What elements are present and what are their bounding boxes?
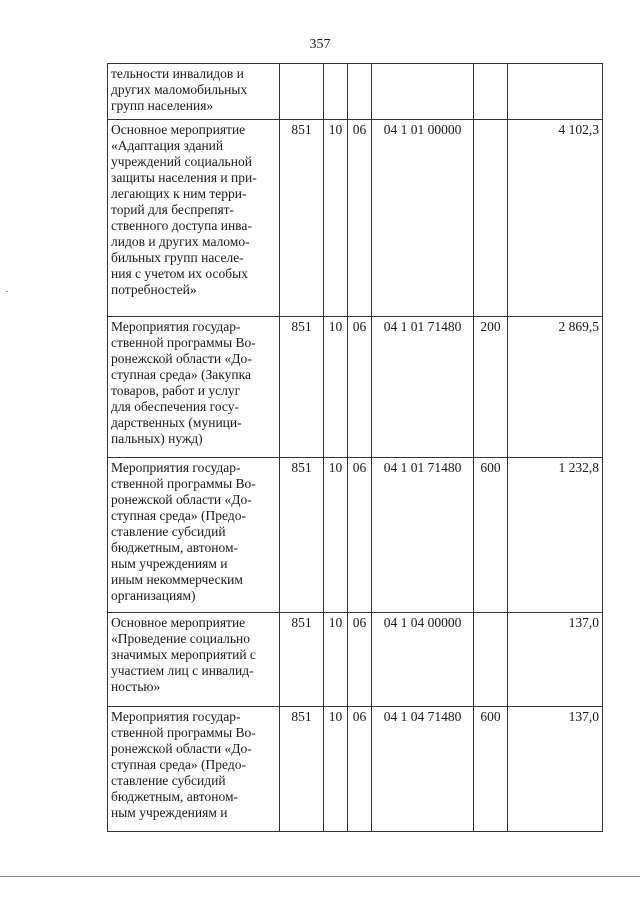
cell-rz: 10 (324, 707, 348, 832)
cell-vr (474, 613, 508, 707)
table-row (108, 120, 603, 317)
scan-speck (6, 291, 8, 292)
budget-table (107, 63, 603, 832)
table-body (108, 64, 603, 832)
cell-pr: 06 (348, 120, 372, 317)
page-number: 357 (309, 37, 331, 52)
cell-pr: 06 (348, 317, 372, 458)
cell-name: Мероприятия государ- ственной программы Во- ронежской области «До- ступная среда» (Закупка товаров, работ и услуг для обеспечения госу- дарственных (муници- пальных) нужд) (108, 317, 280, 458)
cell-grbs: 851 (280, 613, 324, 707)
cell-csr: 04 1 04 71480 (372, 707, 474, 832)
table-row (108, 458, 603, 613)
cell-grbs: 851 (280, 317, 324, 458)
cell-rz: 10 (324, 120, 348, 317)
cell-csr (372, 64, 474, 120)
cell-sum (508, 64, 603, 120)
cell-csr: 04 1 01 00000 (372, 120, 474, 317)
bottom-scan-line (0, 876, 640, 877)
cell-sum: 2 869,5 (508, 317, 603, 458)
cell-grbs: 851 (280, 120, 324, 317)
cell-vr: 200 (474, 317, 508, 458)
cell-csr: 04 1 01 71480 (372, 317, 474, 458)
cell-rz: 10 (324, 317, 348, 458)
table-row (108, 64, 603, 120)
cell-sum: 1 232,8 (508, 458, 603, 613)
cell-vr (474, 64, 508, 120)
cell-sum: 137,0 (508, 707, 603, 832)
cell-vr: 600 (474, 707, 508, 832)
table-row (108, 317, 603, 458)
cell-sum: 137,0 (508, 613, 603, 707)
cell-grbs: 851 (280, 458, 324, 613)
cell-name: Мероприятия государ- ственной программы Во- ронежской области «До- ступная среда» (Предо- ставление субсидий бюджетным, автоном- ным учреждениям и иным некоммерческим организациям) (108, 458, 280, 613)
cell-pr (348, 64, 372, 120)
cell-pr: 06 (348, 458, 372, 613)
cell-rz: 10 (324, 613, 348, 707)
cell-csr: 04 1 04 00000 (372, 613, 474, 707)
cell-grbs (280, 64, 324, 120)
cell-name: Основное мероприятие «Адаптация зданий учреждений социальной защиты населения и при- легающих к ним терри- торий для беспрепят- ственного доступа инва- лидов и других маломо- бильных групп населе- ния с учетом их особых потребностей» (108, 120, 280, 317)
cell-name: тельности инвалидов и других маломобильных групп населения» (108, 64, 280, 120)
cell-vr (474, 120, 508, 317)
table-row (108, 707, 603, 832)
cell-vr: 600 (474, 458, 508, 613)
cell-name: Основное мероприятие «Проведение социально значимых мероприятий с участием лиц с инвалид- ностью» (108, 613, 280, 707)
table-row (108, 613, 603, 707)
cell-name: Мероприятия государ- ственной программы Во- ронежской области «До- ступная среда» (Предо- ставление субсидий бюджетным, автоном- ным учреждениям и (108, 707, 280, 832)
cell-pr: 06 (348, 707, 372, 832)
cell-rz (324, 64, 348, 120)
cell-grbs: 851 (280, 707, 324, 832)
cell-pr: 06 (348, 613, 372, 707)
cell-sum: 4 102,3 (508, 120, 603, 317)
cell-csr: 04 1 01 71480 (372, 458, 474, 613)
cell-rz: 10 (324, 458, 348, 613)
